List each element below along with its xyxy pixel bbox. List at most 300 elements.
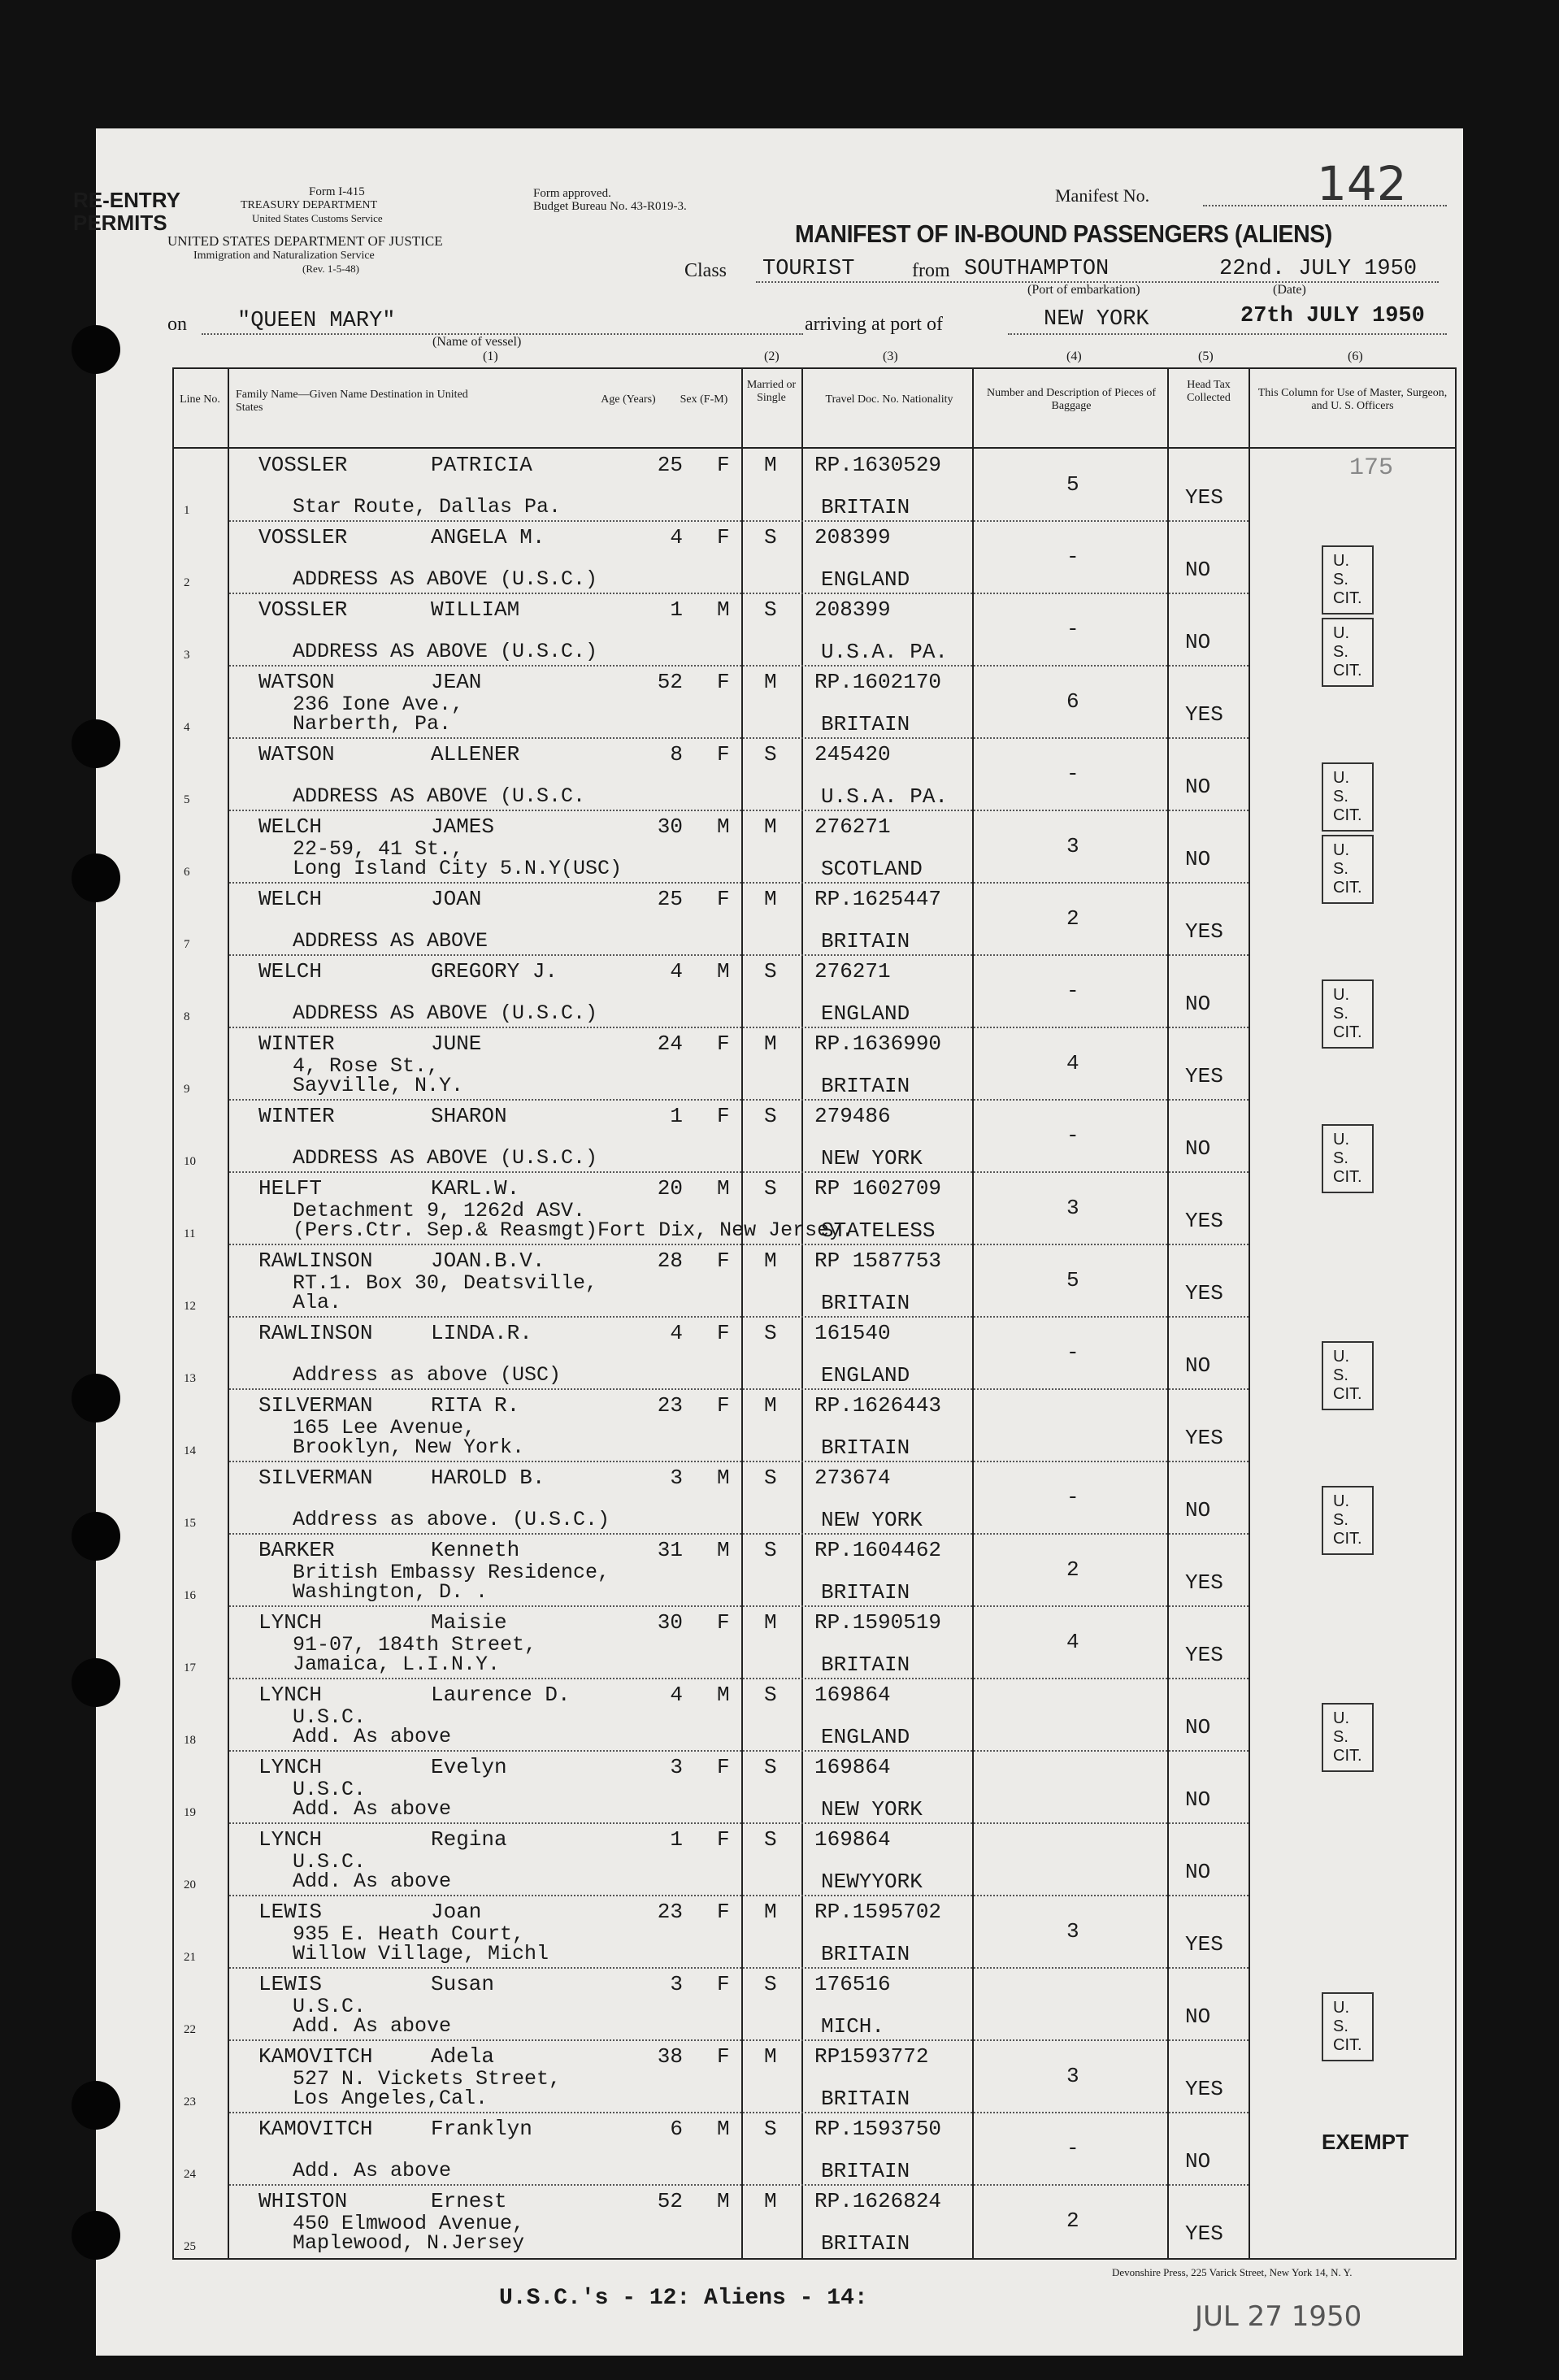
address-line-1: 165 Lee Avenue, bbox=[293, 1416, 476, 1440]
line-number: 19 bbox=[184, 1806, 196, 1819]
family-name: WELCH bbox=[258, 959, 323, 984]
manifest-number-label: Manifest No. bbox=[1055, 185, 1150, 206]
sex: M bbox=[717, 2117, 730, 2141]
sex: M bbox=[717, 1683, 730, 1707]
nationality: BRITAIN bbox=[821, 1580, 910, 1605]
header-travel-doc: Travel Doc. No. Nationality bbox=[825, 393, 953, 406]
address-line-1: 4, Rose St., bbox=[293, 1054, 440, 1078]
address-line-1: 527 N. Vickets Street, bbox=[293, 2067, 562, 2091]
marital-status: M bbox=[764, 453, 777, 477]
arrival-date: 27th JULY 1950 bbox=[1240, 304, 1425, 328]
header-married: Married or Single bbox=[746, 379, 797, 404]
from-label: from bbox=[912, 260, 950, 281]
line-number: 17 bbox=[184, 1661, 196, 1674]
address-line-1: British Embassy Residence, bbox=[293, 1561, 610, 1584]
address-line-1: 935 E. Heath Court, bbox=[293, 1922, 525, 1946]
line-number: 20 bbox=[184, 1878, 196, 1891]
head-tax: YES bbox=[1185, 1209, 1223, 1233]
head-tax: NO bbox=[1185, 847, 1211, 871]
nationality: BRITAIN bbox=[821, 1653, 910, 1677]
head-tax: NO bbox=[1185, 775, 1211, 799]
travel-doc-number: RP.1604462 bbox=[814, 1538, 942, 1562]
address-line-2: Add. As above bbox=[293, 1797, 452, 1821]
address-line-1: 22-59, 41 St., bbox=[293, 837, 464, 861]
family-name: VOSSLER bbox=[258, 597, 348, 622]
vessel-name: "QUEEN MARY" bbox=[237, 309, 396, 333]
treasury-dept: TREASURY DEPARTMENT bbox=[241, 199, 378, 211]
vessel-caption: (Name of vessel) bbox=[432, 335, 522, 349]
family-name: LEWIS bbox=[258, 1972, 323, 1996]
class-value: TOURIST bbox=[762, 257, 855, 281]
sex: F bbox=[717, 670, 730, 694]
travel-doc-number: 176516 bbox=[814, 1972, 891, 1996]
marital-status: S bbox=[764, 1755, 777, 1779]
baggage-count: 3 bbox=[1066, 1196, 1079, 1220]
travel-doc-number: 245420 bbox=[814, 742, 891, 767]
nationality: ENGLAND bbox=[821, 1363, 910, 1388]
sex: F bbox=[717, 453, 730, 477]
officer-stamp: EXEMPT bbox=[1322, 2130, 1409, 2154]
manifest-number: 142 bbox=[1317, 156, 1407, 211]
head-tax: YES bbox=[1185, 1064, 1223, 1088]
sex: F bbox=[717, 1104, 730, 1128]
marital-status: M bbox=[764, 1249, 777, 1273]
head-tax: YES bbox=[1185, 1643, 1223, 1667]
head-tax: NO bbox=[1185, 558, 1211, 582]
binder-hole bbox=[72, 719, 120, 768]
ins-service: Immigration and Naturalization Service bbox=[193, 250, 375, 262]
header-head-tax: Head Tax Collected bbox=[1187, 379, 1231, 404]
head-tax: NO bbox=[1185, 1353, 1211, 1378]
baggage-count: 2 bbox=[1066, 1557, 1079, 1582]
sex: F bbox=[717, 1827, 730, 1852]
sex: F bbox=[717, 1249, 730, 1273]
address-line-2: ADDRESS AS ABOVE (U.S.C.) bbox=[293, 567, 598, 591]
sex: M bbox=[717, 1176, 730, 1201]
officer-stamp: U. S. CIT. bbox=[1322, 545, 1374, 615]
age: 30 bbox=[657, 1610, 683, 1635]
sex: M bbox=[717, 959, 730, 984]
head-tax: YES bbox=[1185, 1570, 1223, 1595]
marital-status: S bbox=[764, 1538, 777, 1562]
travel-doc-number: RP 1602709 bbox=[814, 1176, 942, 1201]
vessel-colnum: (1) bbox=[483, 350, 498, 363]
given-name: GREGORY J. bbox=[431, 959, 558, 984]
marital-status: S bbox=[764, 1827, 777, 1852]
family-name: WHISTON bbox=[258, 2189, 348, 2213]
family-name: RAWLINSON bbox=[258, 1321, 373, 1345]
binder-hole bbox=[72, 2081, 120, 2130]
line-number: 12 bbox=[184, 1300, 196, 1313]
colnum-3: (3) bbox=[883, 350, 898, 363]
age: 1 bbox=[670, 597, 683, 622]
travel-doc-number: 169864 bbox=[814, 1827, 891, 1852]
baggage-count: 2 bbox=[1066, 2208, 1079, 2233]
marital-status: M bbox=[764, 670, 777, 694]
binder-hole bbox=[72, 1374, 120, 1422]
baggage-count: 3 bbox=[1066, 2064, 1079, 2088]
given-name: Evelyn bbox=[431, 1755, 507, 1779]
family-name: WATSON bbox=[258, 742, 335, 767]
nationality: SCOTLAND bbox=[821, 857, 923, 881]
given-name: Regina bbox=[431, 1827, 507, 1852]
baggage-count: - bbox=[1066, 979, 1079, 1003]
colnum-4: (4) bbox=[1066, 350, 1082, 363]
baggage-count: - bbox=[1066, 1485, 1079, 1509]
address-line-2: (Pers.Ctr. Sep.& Reasmgt)Fort Dix, New Jersey. bbox=[293, 1218, 854, 1242]
family-name: VOSSLER bbox=[258, 525, 348, 549]
binder-hole bbox=[72, 1512, 120, 1561]
given-name: Franklyn bbox=[431, 2117, 532, 2141]
header-baggage: Number and Description of Pieces of Baggage bbox=[987, 387, 1156, 412]
officer-stamp: U. S. CIT. bbox=[1322, 1124, 1374, 1193]
age: 25 bbox=[657, 453, 683, 477]
travel-doc-number: RP.1625447 bbox=[814, 887, 942, 911]
age: 30 bbox=[657, 814, 683, 839]
address-line-1: 91-07, 184th Street, bbox=[293, 1633, 537, 1657]
address-line-2: Willow Village, Michl bbox=[293, 1942, 549, 1965]
nationality: BRITAIN bbox=[821, 2087, 910, 2111]
baggage-count: 5 bbox=[1066, 472, 1079, 497]
line-number: 8 bbox=[184, 1010, 190, 1023]
sex: F bbox=[717, 525, 730, 549]
baggage-count: 2 bbox=[1066, 906, 1079, 931]
marital-status: M bbox=[764, 1900, 777, 1924]
colnum-6: (6) bbox=[1348, 350, 1363, 363]
address-line-2: Address as above (USC) bbox=[293, 1363, 562, 1387]
colnum-2: (2) bbox=[764, 350, 780, 363]
line-number: 11 bbox=[184, 1227, 196, 1240]
address-line-2: ADDRESS AS ABOVE (U.S.C. bbox=[293, 784, 586, 808]
sex: M bbox=[717, 2189, 730, 2213]
binder-hole bbox=[72, 853, 120, 902]
address-line-2: Brooklyn, New York. bbox=[293, 1435, 525, 1459]
baggage-count: 6 bbox=[1066, 689, 1079, 714]
given-name: JOAN.B.V. bbox=[431, 1249, 545, 1273]
marital-status: S bbox=[764, 525, 777, 549]
sex: M bbox=[717, 1466, 730, 1490]
nationality: U.S.A. PA. bbox=[821, 640, 949, 664]
binder-hole bbox=[72, 1658, 120, 1707]
address-line-1: 236 Ione Ave., bbox=[293, 693, 464, 716]
age: 4 bbox=[670, 1683, 683, 1707]
age: 24 bbox=[657, 1031, 683, 1056]
nationality: BRITAIN bbox=[821, 1291, 910, 1315]
given-name: KARL.W. bbox=[431, 1176, 520, 1201]
nationality: ENGLAND bbox=[821, 567, 910, 592]
age: 4 bbox=[670, 1321, 683, 1345]
marital-status: S bbox=[764, 959, 777, 984]
class-label: Class bbox=[684, 260, 727, 281]
travel-doc-number: RP.1626443 bbox=[814, 1393, 942, 1418]
family-name: KAMOVITCH bbox=[258, 2044, 373, 2069]
age: 4 bbox=[670, 525, 683, 549]
marital-status: M bbox=[764, 887, 777, 911]
given-name: Susan bbox=[431, 1972, 495, 1996]
colnum-5: (5) bbox=[1198, 350, 1214, 363]
on-label: on bbox=[167, 314, 187, 335]
nationality: BRITAIN bbox=[821, 712, 910, 736]
sail-date: 22nd. JULY 1950 bbox=[1219, 257, 1418, 281]
line-number: 1 bbox=[184, 504, 190, 517]
age: 28 bbox=[657, 1249, 683, 1273]
address-line-1: U.S.C. bbox=[293, 1778, 367, 1801]
baggage-count: - bbox=[1066, 2136, 1079, 2161]
nationality: NEW YORK bbox=[821, 1797, 923, 1822]
sex: F bbox=[717, 1031, 730, 1056]
family-name: WELCH bbox=[258, 814, 323, 839]
sex: F bbox=[717, 1393, 730, 1418]
head-tax: NO bbox=[1185, 1498, 1211, 1522]
marital-status: M bbox=[764, 2189, 777, 2213]
given-name: JOAN bbox=[431, 887, 482, 911]
marital-status: M bbox=[764, 1031, 777, 1056]
given-name: Joan bbox=[431, 1900, 482, 1924]
travel-doc-number: RP 1587753 bbox=[814, 1249, 942, 1273]
line-number: 21 bbox=[184, 1951, 196, 1964]
travel-doc-number: 161540 bbox=[814, 1321, 891, 1345]
baggage-count: 5 bbox=[1066, 1268, 1079, 1292]
baggage-count: 4 bbox=[1066, 1630, 1079, 1654]
officer-stamp: U. S. CIT. bbox=[1322, 1486, 1374, 1555]
address-line-2: Add. As above bbox=[293, 2159, 452, 2182]
form-revision: (Rev. 1-5-48) bbox=[302, 263, 359, 275]
line-number: 24 bbox=[184, 2168, 196, 2181]
baggage-count: - bbox=[1066, 617, 1079, 641]
age: 52 bbox=[657, 2189, 683, 2213]
head-tax: YES bbox=[1185, 485, 1223, 510]
address-line-2: Add. As above bbox=[293, 2014, 452, 2038]
given-name: JAMES bbox=[431, 814, 495, 839]
nationality: BRITAIN bbox=[821, 495, 910, 519]
arrival-date-stamp: JUL 27 1950 bbox=[1195, 2300, 1362, 2333]
family-name: BARKER bbox=[258, 1538, 335, 1562]
head-tax: NO bbox=[1185, 1715, 1211, 1739]
age: 38 bbox=[657, 2044, 683, 2069]
head-tax: YES bbox=[1185, 702, 1223, 727]
given-name: Ernest bbox=[431, 2189, 507, 2213]
header-age: Age (Years) bbox=[601, 393, 656, 406]
arriving-label: arriving at port of bbox=[805, 314, 943, 335]
address-line-2: Sayville, N.Y. bbox=[293, 1074, 464, 1097]
sex: F bbox=[717, 1610, 730, 1635]
travel-doc-number: RP.1602170 bbox=[814, 670, 942, 694]
address-line-1: Detachment 9, 1262d ASV. bbox=[293, 1199, 586, 1223]
address-line-2: ADDRESS AS ABOVE (U.S.C.) bbox=[293, 1146, 598, 1170]
address-line-2: Narberth, Pa. bbox=[293, 712, 452, 736]
travel-doc-number: RP.1630529 bbox=[814, 453, 942, 477]
address-line-2: ADDRESS AS ABOVE bbox=[293, 929, 489, 953]
family-name: LEWIS bbox=[258, 1900, 323, 1924]
officer-stamp: U. S. CIT. bbox=[1322, 1703, 1374, 1772]
given-name: Maisie bbox=[431, 1610, 507, 1635]
address-line-2: Add. As above bbox=[293, 1725, 452, 1748]
age: 1 bbox=[670, 1827, 683, 1852]
address-line-2: Long Island City 5.N.Y(USC) bbox=[293, 857, 623, 880]
travel-doc-number: RP.1595702 bbox=[814, 1900, 942, 1924]
reentry-permits-label: RE-ENTRY PERMITS bbox=[73, 188, 180, 235]
officer-stamp: U. S. CIT. bbox=[1322, 762, 1374, 832]
address-line-2: Jamaica, L.I.N.Y. bbox=[293, 1653, 501, 1676]
line-number: 14 bbox=[184, 1444, 196, 1457]
baggage-count: 3 bbox=[1066, 1919, 1079, 1944]
officer-stamp: 175 bbox=[1349, 454, 1394, 482]
age: 3 bbox=[670, 1972, 683, 1996]
date-caption: (Date) bbox=[1273, 283, 1306, 297]
address-line-1: U.S.C. bbox=[293, 1705, 367, 1729]
officer-stamp: U. S. CIT. bbox=[1322, 1341, 1374, 1410]
line-number: 16 bbox=[184, 1589, 196, 1602]
nationality: STATELESS bbox=[821, 1218, 936, 1243]
age: 31 bbox=[657, 1538, 683, 1562]
baggage-count: - bbox=[1066, 545, 1079, 569]
family-name: RAWLINSON bbox=[258, 1249, 373, 1273]
line-number: 10 bbox=[184, 1155, 196, 1168]
line-number: 5 bbox=[184, 793, 190, 806]
marital-status: S bbox=[764, 1972, 777, 1996]
family-name: HELFT bbox=[258, 1176, 323, 1201]
form-number: Form I-415 bbox=[309, 185, 365, 198]
age: 3 bbox=[670, 1755, 683, 1779]
marital-status: S bbox=[764, 1683, 777, 1707]
marital-status: S bbox=[764, 1104, 777, 1128]
nationality: U.S.A. PA. bbox=[821, 784, 949, 809]
family-name: KAMOVITCH bbox=[258, 2117, 373, 2141]
age: 23 bbox=[657, 1900, 683, 1924]
given-name: HAROLD B. bbox=[431, 1466, 545, 1490]
age: 25 bbox=[657, 887, 683, 911]
header-sex: Sex (F-M) bbox=[680, 393, 728, 406]
baggage-count: - bbox=[1066, 1123, 1079, 1148]
line-number: 9 bbox=[184, 1083, 190, 1096]
totals-line: U.S.C.'s - 12: Aliens - 14: bbox=[499, 2286, 868, 2311]
baggage-count: - bbox=[1066, 1340, 1079, 1365]
embark-caption: (Port of embarkation) bbox=[1027, 283, 1140, 297]
line-number: 7 bbox=[184, 938, 190, 951]
travel-doc-number: 208399 bbox=[814, 525, 891, 549]
line-number: 6 bbox=[184, 866, 190, 879]
travel-doc-number: RP.1626824 bbox=[814, 2189, 942, 2213]
head-tax: NO bbox=[1185, 2149, 1211, 2174]
marital-status: S bbox=[764, 1176, 777, 1201]
sex: F bbox=[717, 1900, 730, 1924]
nationality: BRITAIN bbox=[821, 1074, 910, 1098]
head-tax: YES bbox=[1185, 1426, 1223, 1450]
baggage-count: 3 bbox=[1066, 834, 1079, 858]
sex: F bbox=[717, 1755, 730, 1779]
address-line-2: Add. As above bbox=[293, 1870, 452, 1893]
officer-stamp: U. S. CIT. bbox=[1322, 979, 1374, 1049]
address-line-1: U.S.C. bbox=[293, 1995, 367, 2018]
sex: F bbox=[717, 2044, 730, 2069]
marital-status: S bbox=[764, 597, 777, 622]
printer-credit: Devonshire Press, 225 Varick Street, New York 14, N. Y. bbox=[1112, 2266, 1353, 2278]
travel-doc-number: 169864 bbox=[814, 1755, 891, 1779]
sex: M bbox=[717, 597, 730, 622]
nationality: BRITAIN bbox=[821, 1435, 910, 1460]
address-line-1: U.S.C. bbox=[293, 1850, 367, 1874]
embark-port: SOUTHAMPTON bbox=[964, 257, 1110, 281]
family-name: WINTER bbox=[258, 1031, 335, 1056]
address-line-2: ADDRESS AS ABOVE (U.S.C.) bbox=[293, 640, 598, 663]
travel-doc-number: RP.1636990 bbox=[814, 1031, 942, 1056]
head-tax: YES bbox=[1185, 1281, 1223, 1305]
address-line-2: Star Route, Dallas Pa. bbox=[293, 495, 562, 519]
family-name: LYNCH bbox=[258, 1827, 323, 1852]
address-line-1: 450 Elmwood Avenue, bbox=[293, 2212, 525, 2235]
line-number: 23 bbox=[184, 2096, 196, 2109]
sex: F bbox=[717, 887, 730, 911]
line-number: 13 bbox=[184, 1372, 196, 1385]
given-name: JEAN bbox=[431, 670, 482, 694]
address-line-1: RT.1. Box 30, Deatsville, bbox=[293, 1271, 598, 1295]
nationality: BRITAIN bbox=[821, 929, 910, 953]
binder-hole bbox=[72, 325, 120, 374]
head-tax: YES bbox=[1185, 919, 1223, 944]
budget-bureau: Budget Bureau No. 43-R019-3. bbox=[533, 200, 687, 213]
officer-stamp: U. S. CIT. bbox=[1322, 835, 1374, 904]
age: 23 bbox=[657, 1393, 683, 1418]
officer-stamp: U. S. CIT. bbox=[1322, 1992, 1374, 2061]
head-tax: NO bbox=[1185, 2004, 1211, 2029]
head-tax: NO bbox=[1185, 630, 1211, 654]
sex: F bbox=[717, 1321, 730, 1345]
header-line-no: Line No. bbox=[180, 393, 220, 406]
age: 20 bbox=[657, 1176, 683, 1201]
nationality: NEWYYORK bbox=[821, 1870, 923, 1894]
family-name: WELCH bbox=[258, 887, 323, 911]
travel-doc-number: 169864 bbox=[814, 1683, 891, 1707]
nationality: BRITAIN bbox=[821, 2231, 910, 2256]
line-number: 2 bbox=[184, 576, 190, 589]
line-number: 3 bbox=[184, 649, 190, 662]
travel-doc-number: RP.1590519 bbox=[814, 1610, 942, 1635]
given-name: JUNE bbox=[431, 1031, 482, 1056]
marital-status: S bbox=[764, 1321, 777, 1345]
given-name: RITA R. bbox=[431, 1393, 520, 1418]
family-name: WATSON bbox=[258, 670, 335, 694]
line-number: 18 bbox=[184, 1734, 196, 1747]
age: 8 bbox=[670, 742, 683, 767]
marital-status: S bbox=[764, 1466, 777, 1490]
marital-status: S bbox=[764, 2117, 777, 2141]
nationality: BRITAIN bbox=[821, 1942, 910, 1966]
family-name: SILVERMAN bbox=[258, 1466, 373, 1490]
travel-doc-number: 276271 bbox=[814, 959, 891, 984]
travel-doc-number: 276271 bbox=[814, 814, 891, 839]
manifest-title: MANIFEST OF IN-BOUND PASSENGERS (ALIENS) bbox=[795, 219, 1332, 248]
family-name: VOSSLER bbox=[258, 453, 348, 477]
travel-doc-number: 279486 bbox=[814, 1104, 891, 1128]
address-line-2: Address as above. (U.S.C.) bbox=[293, 1508, 610, 1531]
arrival-port: NEW YORK bbox=[1044, 307, 1149, 332]
form-approved: Form approved. bbox=[533, 187, 611, 200]
given-name: ANGELA M. bbox=[431, 525, 545, 549]
address-line-2: Maplewood, N.Jersey bbox=[293, 2231, 525, 2255]
travel-doc-number: 273674 bbox=[814, 1466, 891, 1490]
head-tax: NO bbox=[1185, 1787, 1211, 1812]
address-line-2: Los Angeles,Cal. bbox=[293, 2087, 489, 2110]
given-name: WILLIAM bbox=[431, 597, 520, 622]
marital-status: M bbox=[764, 1393, 777, 1418]
given-name: SHARON bbox=[431, 1104, 507, 1128]
baggage-count: 4 bbox=[1066, 1051, 1079, 1075]
line-number: 4 bbox=[184, 721, 190, 734]
baggage-count: - bbox=[1066, 762, 1079, 786]
given-name: Laurence D. bbox=[431, 1683, 571, 1707]
travel-doc-number: RP.1593750 bbox=[814, 2117, 942, 2141]
head-tax: NO bbox=[1185, 1860, 1211, 1884]
